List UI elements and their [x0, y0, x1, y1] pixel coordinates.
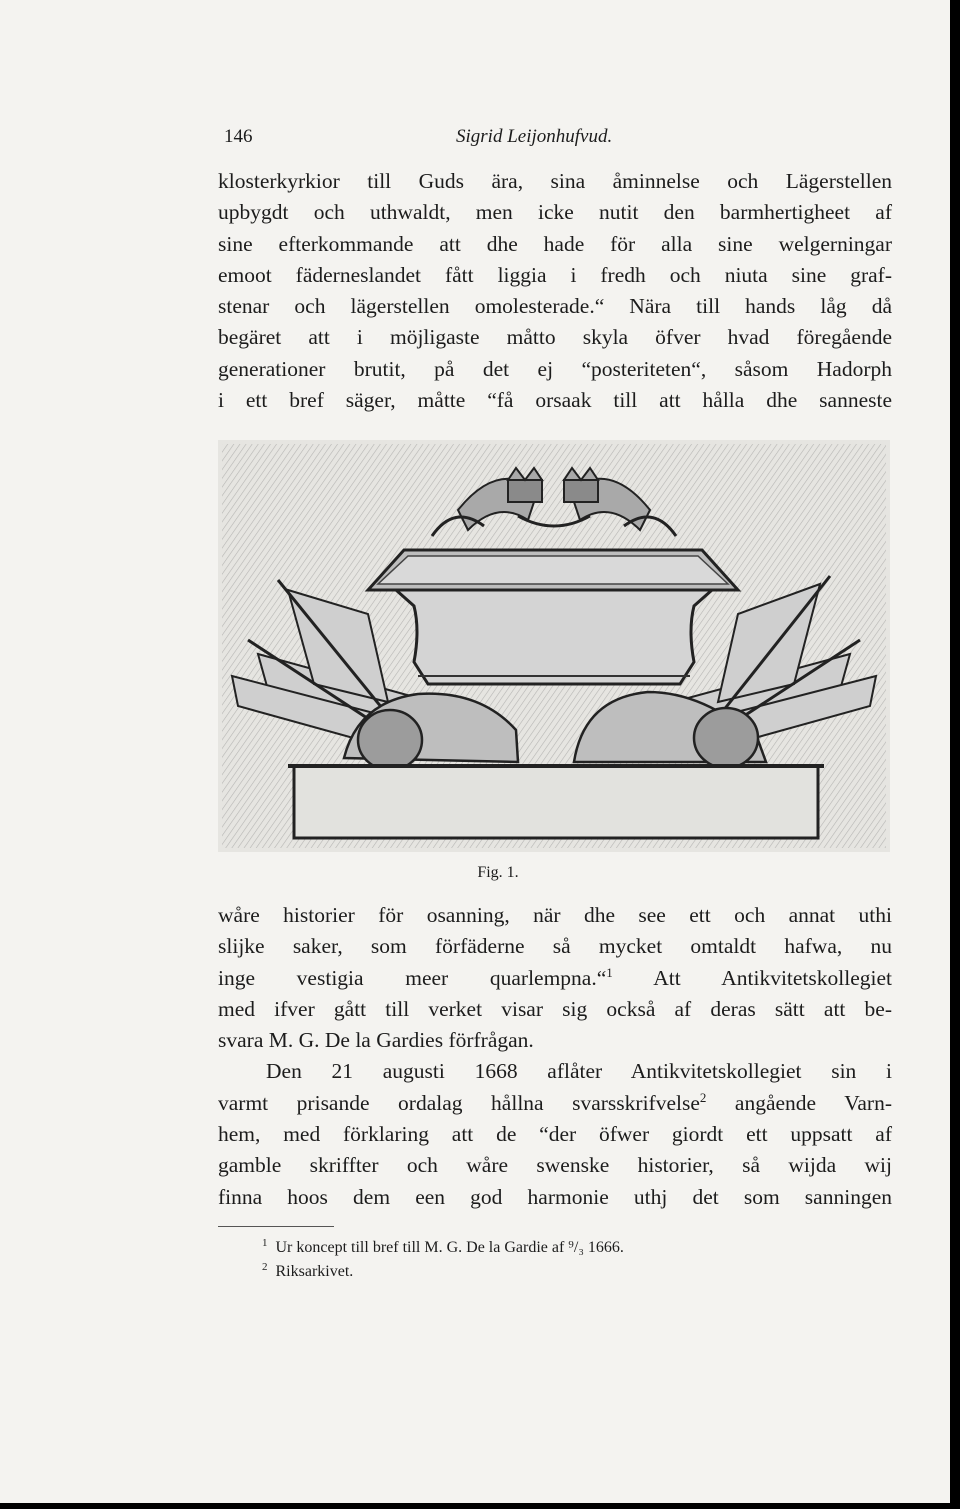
- text-line: svara M. G. De la Gardies förfrågan.: [218, 1028, 534, 1053]
- paragraph-2: [218, 900, 892, 1213]
- page-number: 146: [224, 126, 253, 147]
- text-line: sine efterkommande att dhe hade för alla sine welgerningar: [218, 231, 892, 256]
- running-title: Sigrid Leijonhufvud.: [456, 126, 613, 147]
- scan-border-bottom: [0, 1503, 960, 1509]
- footnote-2: $^2$ Riksarkivet.: [262, 1260, 354, 1280]
- text-line: med ifver gått till verket visar sig också af deras sätt att be-: [218, 996, 892, 1021]
- text-line: inge vestigia meer quarlempna.“$^1$ Att Antikvitetskollegiet: [218, 964, 893, 990]
- text-line: slijke saker, som förfäderne så mycket omtaldt hafwa, nu: [218, 934, 892, 959]
- paragraph-1: [218, 166, 892, 416]
- text-line: hem, med förklaring att de “der öfwer giordt ett uppsatt af: [218, 1122, 892, 1147]
- text-line: wåre historier för osanning, när dhe see ett och annat uthi: [218, 903, 892, 927]
- footnote-ref-2: 2: [699, 1089, 707, 1105]
- footnotes: [262, 1236, 624, 1284]
- text-line: stenar och lägerstellen omolesterade.“ Nära till hands låg då: [218, 294, 892, 319]
- footnote-divider: [218, 1226, 334, 1227]
- text-line: finna hoos dem een god harmonie uthj det som sanningen: [218, 1184, 892, 1209]
- text-line: upbygdt och uthwaldt, men icke nutit den barmhertigheet af: [218, 200, 892, 225]
- plinth: [294, 766, 818, 838]
- footnote-ref-1: 1: [606, 964, 613, 980]
- text-line: varmt prisande ordalag hållna svarsskrifvelse$^2$ angående Varn-: [218, 1089, 892, 1115]
- text-line: gamble skriffter och wåre swenske historier, så wijda wij: [218, 1153, 892, 1178]
- text-line: klosterkyrkior till Guds ära, sina åminnelse och Lägerstellen: [218, 169, 892, 193]
- text-line: begäret att i möjligaste måtto skyla öfver hvad föregående: [218, 325, 892, 350]
- figure-sarcophagus-illustration: [218, 440, 890, 852]
- text-line: emoot fäderneslandet fått liggia i fredh och niuta sine graf-: [218, 262, 892, 287]
- text-line: generationer brutit, på det ej “posteriteten“, såsom Hadorph: [218, 356, 892, 381]
- footnote-1: $^1$ Ur koncept till bref till M. G. De la Gardie af ⁹/₃ 1666.: [262, 1236, 624, 1256]
- scan-border-right: [950, 0, 960, 1509]
- page-header: [218, 126, 892, 156]
- text-line: i ett bref säger, måtte “få orsaak till att hålla dhe sanneste: [218, 388, 892, 413]
- sarcophagus: [368, 550, 738, 684]
- figure-caption: Fig. 1.: [477, 864, 519, 881]
- text-line: Den 21 augusti 1668 aflåter Antikvitetskollegiet sin i: [266, 1059, 892, 1084]
